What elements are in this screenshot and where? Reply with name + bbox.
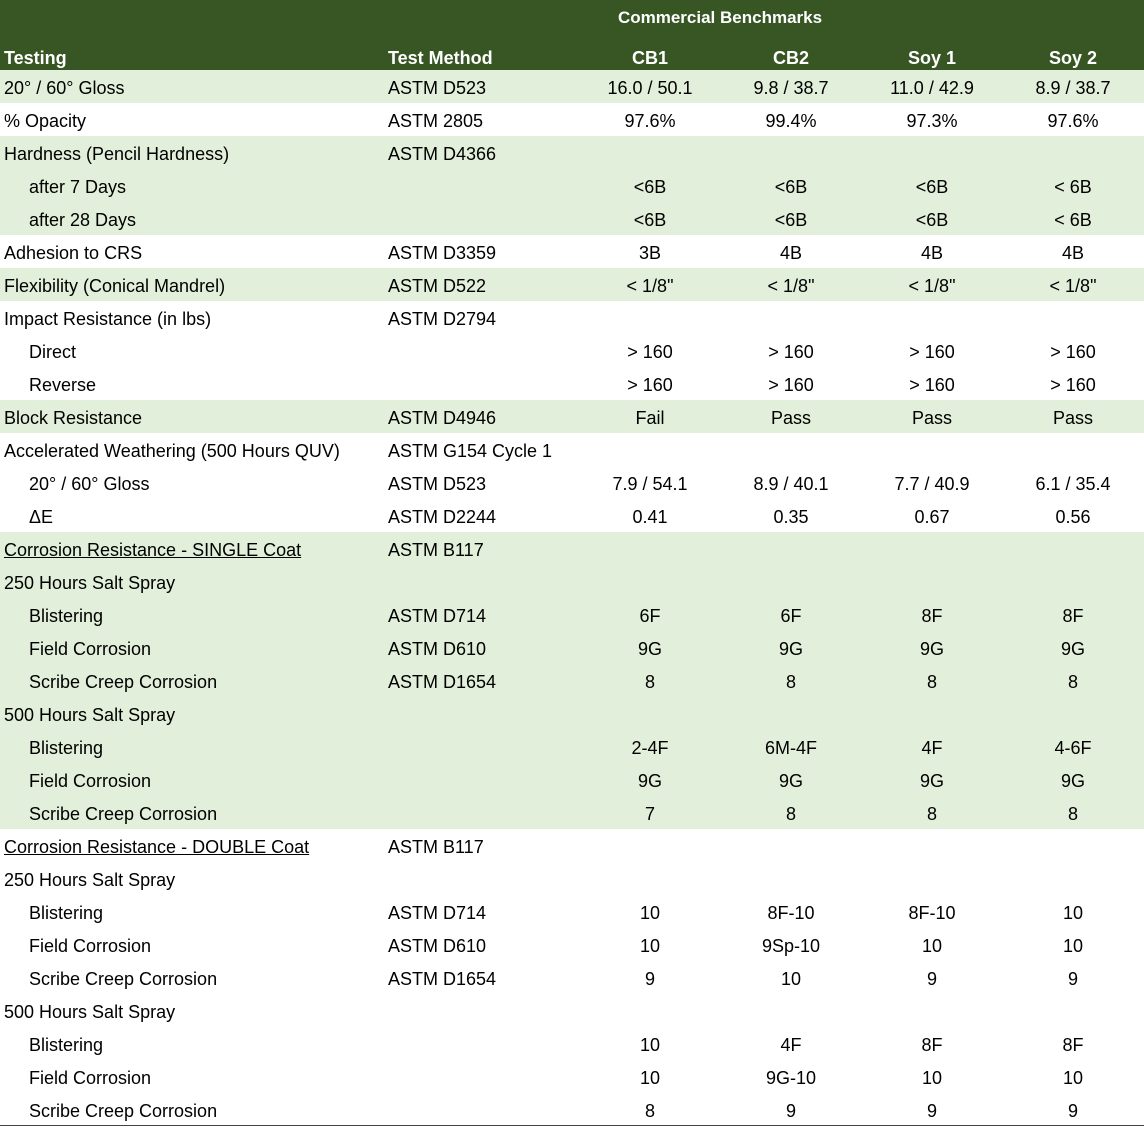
table-row	[0, 1060, 1144, 1093]
cell-cb1: 10	[639, 1068, 661, 1088]
cell-cb1: 8	[644, 1101, 655, 1121]
table-row	[0, 895, 1144, 928]
cell-soy1: 7.7 / 40.9	[894, 474, 970, 494]
cell-testing: 500 Hours Salt Spray	[4, 1002, 176, 1022]
cell-cb1: 3B	[638, 243, 662, 263]
cell-soy1	[872, 994, 992, 1027]
cell-soy1: <6B	[915, 210, 949, 230]
table-row	[0, 466, 1144, 499]
cell-soy1	[872, 532, 992, 565]
table-row	[0, 598, 1144, 631]
cell-cb2	[731, 433, 851, 466]
cell-cb2: 99.4%	[765, 111, 817, 131]
table-row	[0, 367, 1144, 400]
cell-testing: Scribe Creep Corrosion	[29, 1101, 218, 1121]
cell-soy2: 8	[1067, 672, 1078, 692]
cell-cb2: 6M-4F	[764, 738, 817, 758]
cell-cb1	[590, 301, 710, 334]
cell-cb1: 8	[644, 672, 655, 692]
table-row	[0, 1093, 1144, 1126]
cell-test-method: ASTM D4366	[388, 144, 497, 164]
cell-cb1: > 160	[627, 342, 673, 362]
cell-soy1: 9	[926, 1101, 937, 1121]
cell-soy2	[1013, 301, 1133, 334]
cell-cb1: 9	[644, 969, 655, 989]
cell-cb2: 6F	[780, 606, 802, 626]
cell-test-method: ASTM D3359	[388, 243, 497, 263]
cell-testing: 250 Hours Salt Spray	[4, 573, 176, 593]
cell-soy2	[1013, 697, 1133, 730]
cell-soy2	[1013, 994, 1133, 1027]
cell-testing: Field Corrosion	[29, 936, 152, 956]
commercial-benchmarks-label: Commercial Benchmarks	[617, 8, 823, 27]
cell-cb1	[590, 697, 710, 730]
cell-cb2	[731, 697, 851, 730]
cell-cb1: < 1/8"	[626, 276, 674, 296]
cell-cb1: 9G	[637, 771, 662, 791]
cell-soy2: 4-6F	[1054, 738, 1092, 758]
table-body	[0, 70, 1144, 1126]
table-row	[0, 664, 1144, 697]
cell-soy2: 10	[1062, 903, 1084, 923]
cell-soy2: 10	[1062, 1068, 1084, 1088]
cell-cb1: 0.41	[632, 507, 668, 527]
cell-cb1: 10	[639, 903, 661, 923]
cell-soy2: < 1/8"	[1049, 276, 1097, 296]
cell-cb1	[590, 829, 710, 862]
cell-cb2	[731, 136, 851, 169]
cell-cb2: <6B	[774, 177, 808, 197]
cell-cb1: 7.9 / 54.1	[612, 474, 688, 494]
cell-soy1: 8F	[921, 606, 943, 626]
cell-soy2: 9	[1067, 1101, 1078, 1121]
cell-soy1	[872, 136, 992, 169]
cell-soy1: 0.67	[914, 507, 950, 527]
cell-soy1: 9G	[919, 639, 944, 659]
cell-cb2: <6B	[774, 210, 808, 230]
cell-soy2	[1013, 136, 1133, 169]
cell-soy1: 9	[926, 969, 937, 989]
cell-testing: Blistering	[29, 606, 104, 626]
cell-testing: Accelerated Weathering (500 Hours QUV)	[4, 441, 340, 461]
cell-testing: after 7 Days	[29, 177, 127, 197]
cell-cb2	[731, 532, 851, 565]
cell-testing: Scribe Creep Corrosion	[29, 672, 218, 692]
cell-cb2: 9Sp-10	[761, 936, 821, 956]
cell-soy2: 9	[1067, 969, 1078, 989]
cell-testing: Scribe Creep Corrosion	[29, 969, 218, 989]
table-row	[0, 334, 1144, 367]
cell-soy1: 10	[921, 1068, 943, 1088]
cell-soy1: Pass	[911, 408, 953, 428]
cell-testing: Scribe Creep Corrosion	[29, 804, 218, 824]
cell-testing: after 28 Days	[29, 210, 137, 230]
cell-test-method: ASTM D714	[388, 606, 487, 626]
cell-testing: % Opacity	[4, 111, 87, 131]
cell-testing: 250 Hours Salt Spray	[4, 870, 176, 890]
col-header-testing: Testing	[4, 48, 67, 68]
table-row	[0, 1027, 1144, 1060]
cell-test-method: ASTM D2794	[388, 309, 497, 329]
table-row	[0, 961, 1144, 994]
cell-test-method: ASTM D4946	[388, 408, 497, 428]
cell-cb1: 10	[639, 936, 661, 956]
cell-soy1: 11.0 / 42.9	[890, 78, 974, 98]
cell-testing: Blistering	[29, 903, 104, 923]
cell-cb1: 2-4F	[631, 738, 669, 758]
cell-cb1	[590, 532, 710, 565]
cell-cb2	[731, 994, 851, 1027]
cell-cb1: Fail	[635, 408, 665, 428]
cell-soy2: < 6B	[1054, 177, 1092, 197]
cell-soy2	[1013, 862, 1133, 895]
cell-cb2	[731, 565, 851, 598]
cell-cb2: 8.9 / 40.1	[753, 474, 829, 494]
cell-soy2	[1013, 565, 1133, 598]
table-row	[0, 631, 1144, 664]
cell-cb2: > 160	[768, 375, 814, 395]
table-row	[0, 235, 1144, 268]
table-row	[0, 994, 1144, 1027]
cell-cb1: 7	[644, 804, 655, 824]
cell-test-method: ASTM D610	[388, 936, 487, 956]
cell-soy2: 6.1 / 35.4	[1035, 474, 1111, 494]
cell-soy1: > 160	[909, 342, 955, 362]
cell-cb2: 4F	[780, 1035, 802, 1055]
cell-cb1: > 160	[627, 375, 673, 395]
cell-testing: 500 Hours Salt Spray	[4, 705, 176, 725]
cell-cb2: 8	[785, 804, 796, 824]
cell-soy2: 8F	[1062, 1035, 1084, 1055]
cell-soy2	[1013, 433, 1133, 466]
cell-soy1	[872, 301, 992, 334]
cell-cb2: 4B	[779, 243, 803, 263]
table-column-header	[0, 36, 1144, 70]
cell-cb2: 9G	[778, 639, 803, 659]
cell-cb1	[590, 994, 710, 1027]
cell-cb2	[731, 862, 851, 895]
cell-soy1: 97.3%	[906, 111, 958, 131]
cell-soy1: 9G	[919, 771, 944, 791]
cell-soy2: < 6B	[1054, 210, 1092, 230]
cell-cb2: 8	[785, 672, 796, 692]
cell-cb2: 10	[780, 969, 802, 989]
cell-cb2: 9	[785, 1101, 796, 1121]
cell-testing: Hardness (Pencil Hardness)	[4, 144, 230, 164]
table-row	[0, 763, 1144, 796]
table-row	[0, 433, 1144, 466]
cell-test-method: ASTM D1654	[388, 969, 497, 989]
col-header-cb2: CB2	[772, 48, 809, 68]
table-row	[0, 499, 1144, 532]
cell-soy2: 8F	[1062, 606, 1084, 626]
cell-testing: Corrosion Resistance - SINGLE Coat	[4, 540, 302, 560]
cell-testing: Direct	[29, 342, 77, 362]
cell-soy1: 8	[926, 804, 937, 824]
col-header-soy1: Soy 1	[907, 48, 957, 68]
cell-testing: Field Corrosion	[29, 771, 152, 791]
col-header-cb1: CB1	[631, 48, 668, 68]
cell-testing: Field Corrosion	[29, 639, 152, 659]
table-row	[0, 301, 1144, 334]
cell-soy2: 10	[1062, 936, 1084, 956]
cell-cb2: 8F-10	[767, 903, 815, 923]
cell-test-method: ASTM D523	[388, 78, 487, 98]
table-row	[0, 829, 1144, 862]
cell-test-method: ASTM D2244	[388, 507, 497, 527]
cell-test-method: ASTM D523	[388, 474, 487, 494]
cell-testing: 20° / 60° Gloss	[4, 78, 125, 98]
cell-cb1	[590, 433, 710, 466]
cell-cb1: 6F	[639, 606, 661, 626]
table-bottom-border	[0, 1125, 1144, 1126]
cell-cb2	[731, 829, 851, 862]
cell-soy1: > 160	[909, 375, 955, 395]
cell-cb2: 9G-10	[765, 1068, 817, 1088]
cell-soy1: 10	[921, 936, 943, 956]
cell-testing: Impact Resistance (in lbs)	[4, 309, 212, 329]
cell-soy2: 97.6%	[1047, 111, 1099, 131]
table-row	[0, 565, 1144, 598]
cell-soy2: > 160	[1050, 342, 1096, 362]
cell-testing: Field Corrosion	[29, 1068, 152, 1088]
table-row	[0, 532, 1144, 565]
cell-testing: 20° / 60° Gloss	[29, 474, 150, 494]
cell-cb2: 0.35	[773, 507, 809, 527]
col-header-test-method: Test Method	[388, 48, 493, 68]
cell-test-method: ASTM D522	[388, 276, 487, 296]
cell-soy2: Pass	[1052, 408, 1094, 428]
table-row	[0, 70, 1144, 103]
table-row	[0, 796, 1144, 829]
cell-testing: Reverse	[29, 375, 97, 395]
table-row	[0, 697, 1144, 730]
col-header-soy2: Soy 2	[1048, 48, 1098, 68]
cell-soy1: 8	[926, 672, 937, 692]
cell-soy1: 4B	[920, 243, 944, 263]
table-row	[0, 202, 1144, 235]
cell-cb2: < 1/8"	[767, 276, 815, 296]
cell-soy1	[872, 565, 992, 598]
cell-soy1	[872, 829, 992, 862]
cell-soy2	[1013, 532, 1133, 565]
table-row	[0, 928, 1144, 961]
cell-test-method: ASTM G154 Cycle 1	[388, 441, 553, 461]
cell-soy2: 9G	[1060, 639, 1085, 659]
table-row	[0, 862, 1144, 895]
cell-cb1: <6B	[633, 177, 667, 197]
cell-cb1: 97.6%	[624, 111, 676, 131]
cell-cb2: 9G	[778, 771, 803, 791]
cell-soy1: < 1/8"	[908, 276, 956, 296]
cell-test-method: ASTM B117	[388, 540, 484, 560]
cell-soy1	[872, 697, 992, 730]
cell-test-method: ASTM D714	[388, 903, 487, 923]
cell-testing: Blistering	[29, 1035, 104, 1055]
table-row	[0, 103, 1144, 136]
cell-soy1: 8F	[921, 1035, 943, 1055]
cell-testing: Adhesion to CRS	[4, 243, 143, 263]
cell-soy2: 4B	[1061, 243, 1085, 263]
cell-cb1: 16.0 / 50.1	[607, 78, 693, 98]
table-row	[0, 268, 1144, 301]
cell-test-method: ASTM D1654	[388, 672, 497, 692]
cell-testing: Corrosion Resistance - DOUBLE Coat	[4, 837, 310, 857]
table-row	[0, 169, 1144, 202]
cell-cb2: 9.8 / 38.7	[753, 78, 829, 98]
table-row	[0, 136, 1144, 169]
cell-cb2: Pass	[770, 408, 812, 428]
cell-soy1: <6B	[915, 177, 949, 197]
cell-soy1: 4F	[921, 738, 943, 758]
cell-test-method: ASTM D610	[388, 639, 487, 659]
cell-test-method: ASTM B117	[388, 837, 484, 857]
cell-soy2: 8.9 / 38.7	[1035, 78, 1111, 98]
cell-soy2: > 160	[1050, 375, 1096, 395]
cell-soy2: 0.56	[1055, 507, 1091, 527]
cell-soy1	[872, 862, 992, 895]
cell-cb1: <6B	[633, 210, 667, 230]
cell-soy2: 9G	[1060, 771, 1085, 791]
table-group-header	[0, 0, 1144, 36]
cell-cb1	[590, 565, 710, 598]
table-row	[0, 730, 1144, 763]
cell-soy1: 8F-10	[908, 903, 956, 923]
cell-testing: Blistering	[29, 738, 104, 758]
cell-cb1: 9G	[637, 639, 662, 659]
cell-testing: Flexibility (Conical Mandrel)	[4, 276, 226, 296]
cell-cb2	[731, 301, 851, 334]
cell-soy2	[1013, 829, 1133, 862]
cell-soy1	[872, 433, 992, 466]
cell-soy2: 8	[1067, 804, 1078, 824]
cell-cb2: > 160	[768, 342, 814, 362]
cell-testing: Block Resistance	[4, 408, 143, 428]
table-row	[0, 400, 1144, 433]
cell-cb1	[590, 136, 710, 169]
cell-cb1: 10	[639, 1035, 661, 1055]
cell-testing: ΔE	[29, 507, 54, 527]
cell-cb1	[590, 862, 710, 895]
cell-test-method: ASTM 2805	[388, 111, 484, 131]
